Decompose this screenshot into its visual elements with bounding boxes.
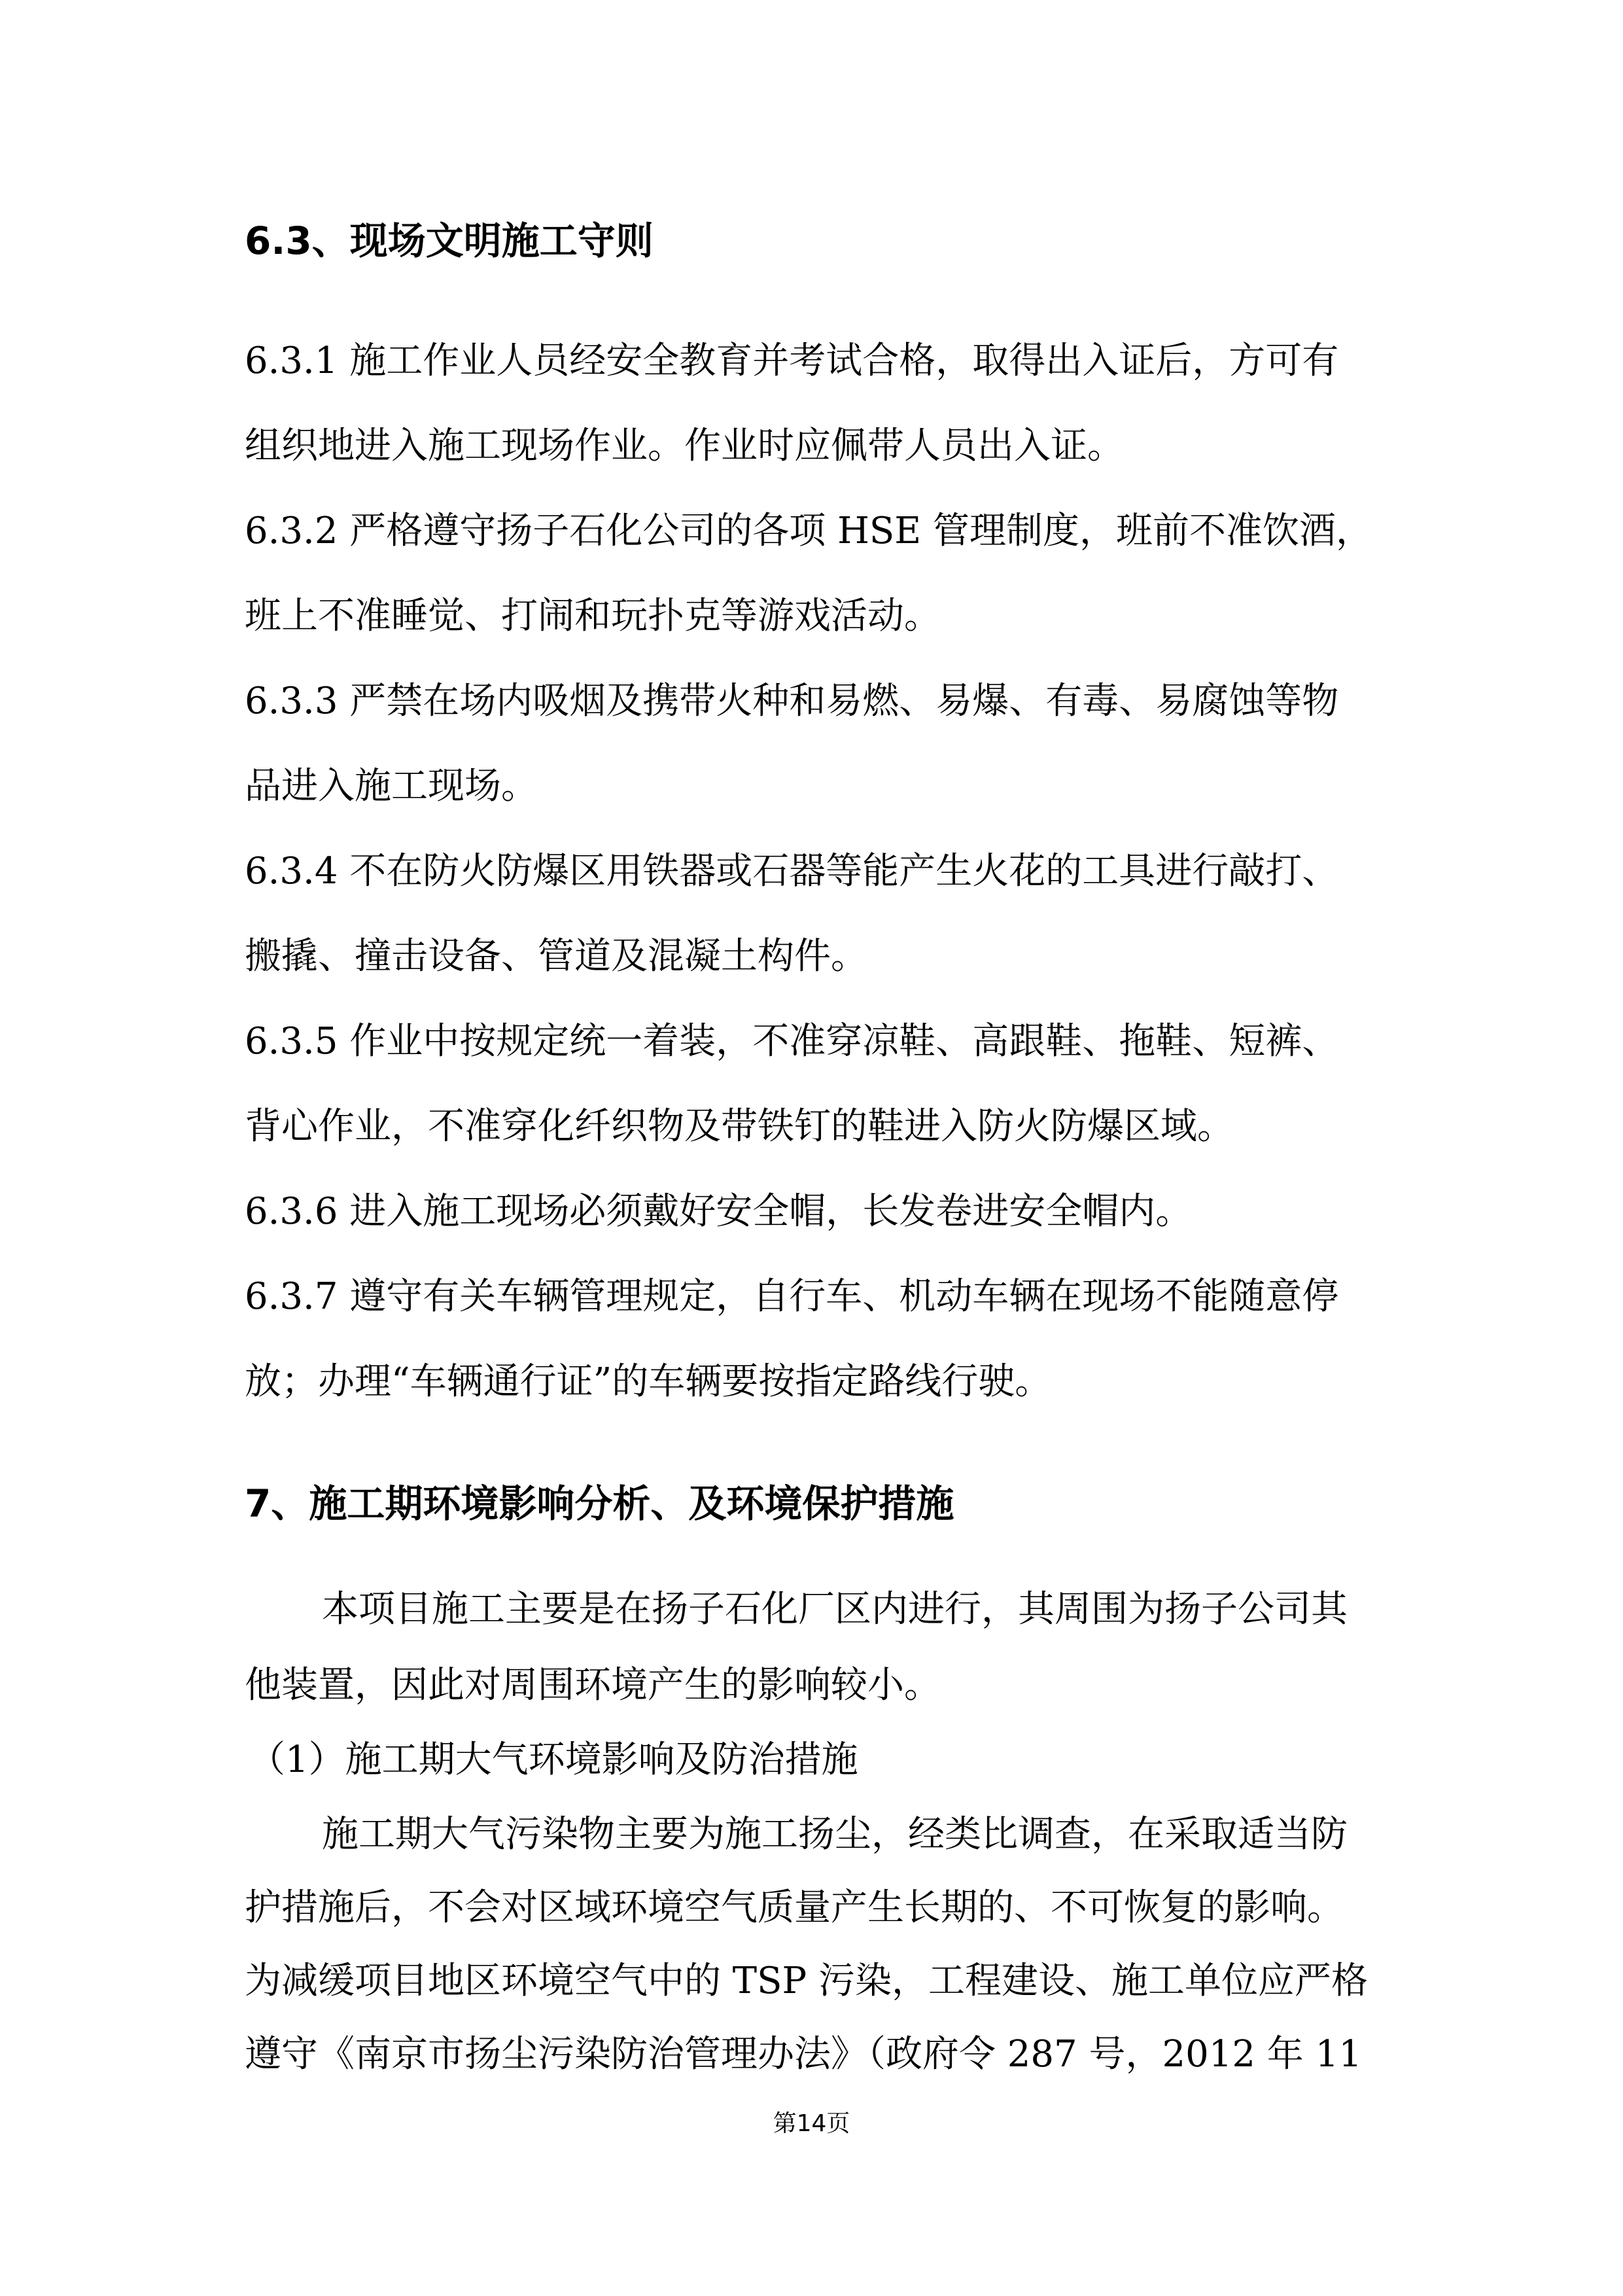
paragraph-line: 6.3.3 严禁在场内吸烟及携带火种和易燃、易爆、有毒、易腐蚀等物 [245, 680, 1339, 722]
paragraph-line: 6.3.4 不在防火防爆区用铁器或石器等能产生火花的工具进行敲打、 [245, 850, 1339, 892]
paragraph-line: 搬撬、撞击设备、管道及混凝土构件。 [245, 935, 867, 978]
paragraph-line: 6.3.1 施工作业人员经安全教育并考试合格，取得出入证后，方可有 [245, 340, 1339, 382]
section-7-heading: 7、施工期环境影响分析、及环境保护措施 [245, 1481, 954, 1526]
paragraph-line: 护措施后，不会对区域环境空气质量产生长期的、不可恢复的影响。 [245, 1886, 1344, 1929]
subsection-heading: （1）施工期大气环境影响及防治措施 [249, 1739, 858, 1781]
paragraph-line: 班上不准睡觉、打闹和玩扑克等游戏活动。 [245, 595, 941, 637]
paragraph-line: 他装置，因此对周围环境产生的影响较小。 [245, 1664, 941, 1706]
paragraph-line: 遵守《南京市扬尘污染防治管理办法》（政府令 287 号，2012 年 11 [245, 2033, 1362, 2075]
section-6-3-heading: 6.3、现场文明施工守则 [245, 219, 654, 263]
paragraph-line: 放；办理“车辆通行证”的车辆要按指定路线行驶。 [245, 1360, 1052, 1403]
paragraph-line: 6.3.2 严格遵守扬子石化公司的各项 HSE 管理制度，班前不准饮酒， [245, 510, 1372, 552]
paragraph-line: 本项目施工主要是在扬子石化厂区内进行，其周围为扬子公司其 [322, 1588, 1348, 1631]
paragraph-line: 背心作业，不准穿化纤织物及带铁钉的鞋进入防火防爆区域。 [245, 1105, 1234, 1148]
paragraph-line: 6.3.6 进入施工现场必须戴好安全帽，长发卷进安全帽内。 [245, 1190, 1193, 1233]
page-number: 第14页 [773, 2110, 850, 2137]
paragraph-line: 为减缓项目地区环境空气中的 TSP 污染，工程建设、施工单位应严格 [245, 1960, 1368, 2002]
paragraph-line: 品进入施工现场。 [245, 765, 538, 807]
paragraph-line: 6.3.7 遵守有关车辆管理规定，自行车、机动车辆在现场不能随意停 [245, 1275, 1339, 1318]
paragraph-line: 组织地进入施工现场作业。作业时应佩带人员出入证。 [245, 425, 1124, 467]
paragraph-line: 施工期大气污染物主要为施工扬尘，经类比调查，在采取适当防 [322, 1813, 1348, 1856]
paragraph-line: 6.3.5 作业中按规定统一着装，不准穿凉鞋、高跟鞋、拖鞋、短裤、 [245, 1020, 1339, 1063]
